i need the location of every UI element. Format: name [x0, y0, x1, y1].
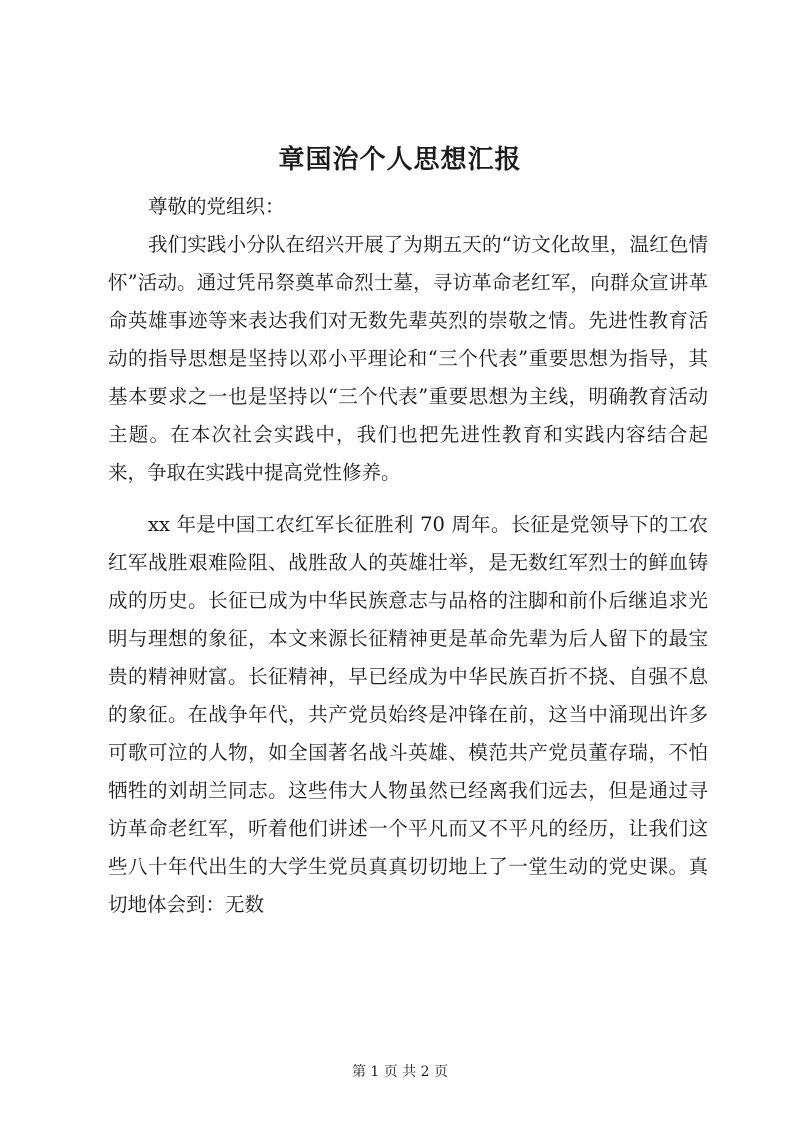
paragraph-1: 我们实践小分队在绍兴开展了为期五天的“访文化故里，温红色情怀”活动。通过凭吊祭奠革命烈士墓，寻访革命老红军，向群众宣讲革命英雄事迹等来表达我们对无数先辈英烈的崇敬之情。先进性教育活动的指导思想是坚持以邓小平理论和“三个代表”重要思想为指导，其基本要求之一也是坚持以“三个代表”重要思想为主线，明确教育活动主题。在本次社会实践中，我们也把先进性教育和实践内容结合起来，争取在实践中提高党性修养。 — [108, 233, 708, 484]
paragraph-2: xx 年是中国工农红军长征胜利 70 周年。长征是党领导下的工农红军战胜艰难险阻、战胜敌人的英雄壮举，是无数红军烈士的鲜血铸成的历史。长征已成为中华民族意志与品格的注脚和前仆后继追求光明与理想的象征，本文来源长征精神更是革命先辈为后人留下的最宝贵的精神财富。长征精神，早已经成为中华民族百折不挠、自强不息的象征。在战争年代，共产党员始终是冲锋在前，这当中涌现出许多可歌可泣的人物，如全国著名战斗英雄、模范共产党员董存瑞，不怕牺牲的刘胡兰同志。这些伟大人物虽然已经离我们远去，但是通过寻访革命老红军，听着他们讲述一个平凡而又不平凡的经历，让我们这些八十年代出生的大学生党员真真切切地上了一堂生动的党史课。真切地体会到：无数 — [108, 513, 708, 916]
document-body — [108, 188, 708, 924]
salutation: 尊敬的党组织： — [148, 195, 285, 218]
page-footer: 第 1 页 共 2 页 — [351, 1064, 449, 1080]
page-title: 章国治个人思想汇报 — [278, 145, 522, 175]
